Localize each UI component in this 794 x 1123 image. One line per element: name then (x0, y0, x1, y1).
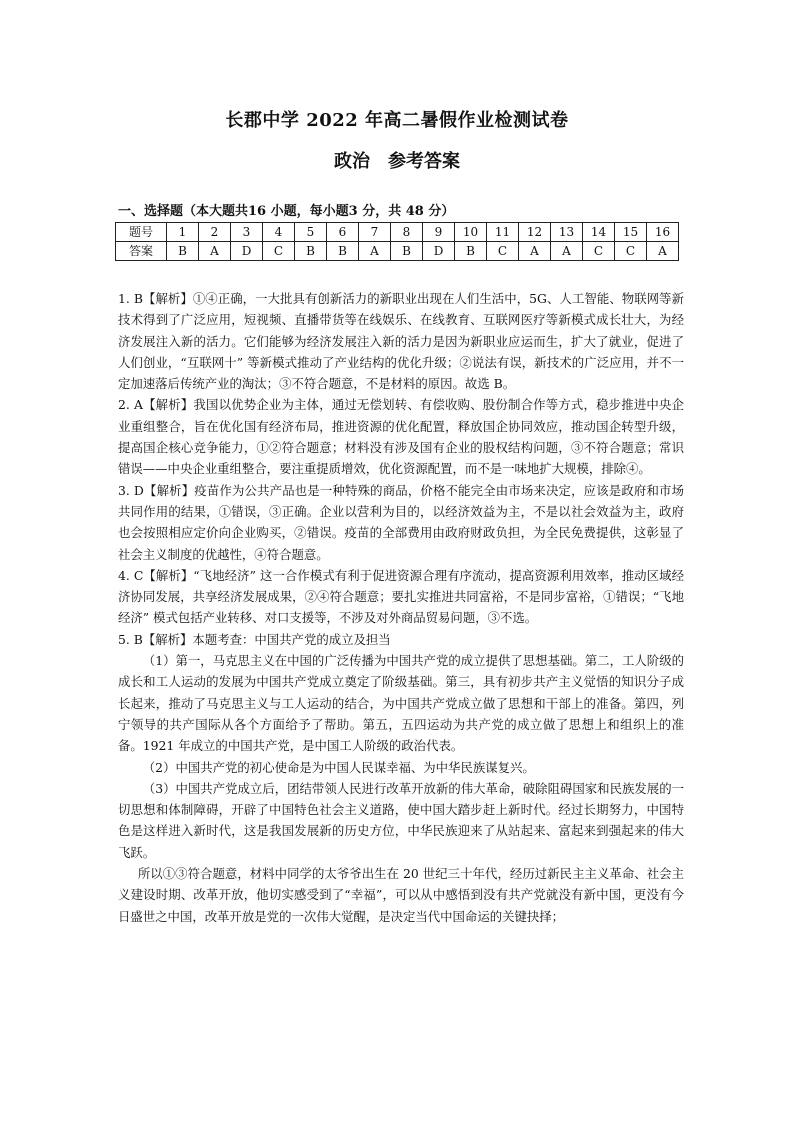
answer-cell: B (167, 242, 199, 261)
explanation-q3: 3. D【解析】疫苗作为公共产品也是一种特殊的商品，价格不能完全由市场来决定，应该是政府和市场共同作用的结果，①错误，③正确。企业以营利为目的，以经济效益为主，不是以社会效益为主，政府也会按照相应定价向企业购买，②错误。疫苗的全部费用由政府财政负担，为全民免费提供，这彰显了社会主义制度的优越性，④符合题意。 (118, 482, 684, 562)
row-label: 题号 (116, 223, 167, 242)
row-label: 答案 (116, 242, 167, 261)
answer-cell: A (647, 242, 679, 261)
answer-cell: C (487, 242, 519, 261)
answer-cell: A (359, 242, 391, 261)
question-number: 8 (391, 223, 423, 242)
answer-cell: C (583, 242, 615, 261)
answer-cell: A (199, 242, 231, 261)
explanation-q5: 5. B【解析】本题考查：中国共产党的成立及担当 (118, 631, 391, 647)
explanations (118, 288, 684, 927)
question-number: 14 (583, 223, 615, 242)
explanation-q5-point-2: （2）中国共产党的初心使命是为中国人民谋幸福、为中华民族谋复兴。 (142, 759, 535, 775)
answer-cell: B (327, 242, 359, 261)
question-number: 10 (455, 223, 487, 242)
question-number: 11 (487, 223, 519, 242)
explanation-q5-point-3: （3）中国共产党成立后，团结带领人民进行改革开放新的伟大革命，破除阻碍国家和民族发展的一切思想和体制障碍，开辟了中国特色社会主义道路，使中国大踏步赶上新时代。经过长期努力，中国特色是这样进入新时代，这是我国发展新的历史方位，中华民族迎来了从站起来、富起来到强起来的伟大飞跃。 (118, 780, 684, 860)
section-heading: 一、选择题（本大题共16 小题，每小题3 分，共 48 分） (118, 204, 455, 219)
question-number: 4 (263, 223, 295, 242)
question-number: 15 (615, 223, 647, 242)
question-number: 3 (231, 223, 263, 242)
page-subtitle: 政治 参考答案 (334, 151, 460, 172)
question-number: 7 (359, 223, 391, 242)
question-number: 1 (167, 223, 199, 242)
answer-cell: B (455, 242, 487, 261)
explanation-q5-point-1: （1）第一，马克思主义在中国的广泛传播为中国共产党的成立提供了思想基础。第二，工人阶级的成长和工人运动的发展为中国共产党成立奠定了阶级基础。第三，具有初步共产主义觉悟的知识分子成长起来，推动了马克思主义与工人运动的结合，为中国共产党成立做了思想和干部上的准备。第四，列宁领导的共产国际从各个方面给予了帮助。第五，五四运动为共产党的成立做了思想上和组织上的准备。1921 年成立的中国共产党，是中国工人阶级的政治代表。 (118, 653, 684, 754)
answer-cell: C (263, 242, 295, 261)
question-number: 12 (519, 223, 551, 242)
explanation-q2: 2. A【解析】我国以优势企业为主体，通过无偿划转、有偿收购、股份制合作等方式，稳步推进中央企业重组整合，旨在优化国有经济布局，推进资源的优化配置，释放国企协同效应，推动国企转型升级，提高国企核心竞争能力，①②符合题意；材料没有涉及国有企业的股权结构问题，③不符合题意；常识错误——中央企业重组整合，要注重提质增效，优化资源配置，而不是一味地扩大规模，排除④。 (118, 397, 684, 477)
answer-table (115, 222, 679, 261)
question-number-row (116, 223, 679, 242)
explanation-q4: 4. C【解析】“飞地经济” 这一合作模式有利于促进资源合理有序流动，提高资源利用效率，推动区域经济协同发展，共享经济发展成果，②④符合题意；要扎实推进共同富裕，不是同步富裕，①错误；“飞地经济” 模式包括产业转移、对口支援等，不涉及对外商品贸易问题，③不选。 (118, 567, 684, 626)
question-number: 9 (423, 223, 455, 242)
answer-cell: A (519, 242, 551, 261)
answer-cell: B (391, 242, 423, 261)
explanation-q5-conclusion: 所以①③符合题意，材料中同学的太爷爷出生在 20 世纪三十年代，经历过新民主主义革命、社会主义建设时期、改革开放，他切实感受到了“幸福”，可以从中感悟到没有共产党就没有新中国，更没有今日盛世之中国，改革开放是党的一次伟大觉醒，是决定当代中国命运的关键抉择； (118, 866, 684, 924)
question-number: 6 (327, 223, 359, 242)
answer-cell: C (615, 242, 647, 261)
question-number: 5 (295, 223, 327, 242)
answer-cell: B (295, 242, 327, 261)
question-number: 13 (551, 223, 583, 242)
question-number: 2 (199, 223, 231, 242)
answer-cell: D (423, 242, 455, 261)
question-number: 16 (647, 223, 679, 242)
answer-cell: D (231, 242, 263, 261)
answer-row (116, 242, 679, 261)
page-title: 长郡中学 2022 年高二暑假作业检测试卷 (225, 110, 569, 131)
answer-cell: A (551, 242, 583, 261)
explanation-q1: 1. B【解析】①④正确，一大批具有创新活力的新职业出现在人们生活中，5G、人工智能、物联网等新技术得到了广泛应用，短视频、直播带货等在线娱乐、在线教育、互联网医疗等新模式成长壮大，为经济发展注入新的活力。它们能够为经济发展注入新的活力是因为新职业应运而生，扩大了就业，促进了人们创业，“互联网十” 等新模式推动了产业结构的优化升级；②说法有误，新技术的广泛应用，并不一定加速落后传统产业的淘汰；③不符合题意，不是材料的原因。故选 B。 (118, 291, 684, 392)
